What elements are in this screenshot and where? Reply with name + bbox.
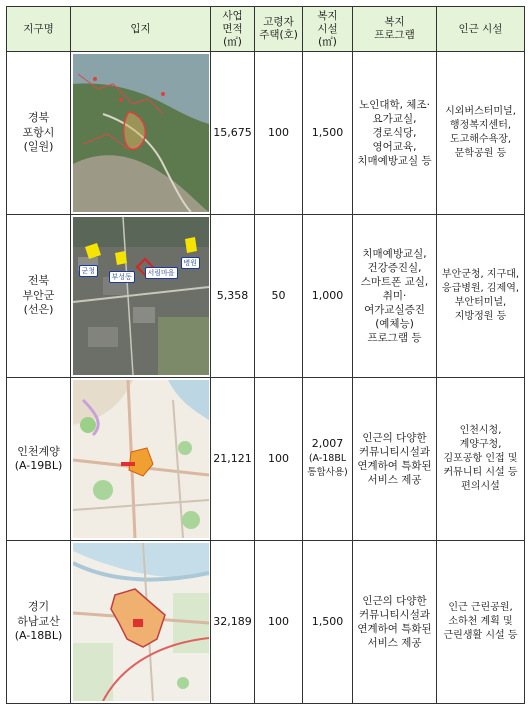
- street-map-image: [73, 543, 209, 701]
- district-cell: 전북 부안군 (선은): [7, 215, 71, 378]
- facility-cell: [303, 541, 353, 704]
- district-cell: 경기 하남교산 (A-18BL): [7, 541, 71, 704]
- nearby-cell: 부안군청, 지구대, 응급병원, 김제역, 부안터미널, 지방정원 등: [437, 215, 525, 378]
- table-row: [7, 541, 525, 704]
- header-district: 지구명: [7, 7, 71, 52]
- program-cell: 인근의 다양한 커뮤니티시설과 연계하여 특화된 서비스 제공: [353, 541, 437, 704]
- satellite-map-image: [73, 54, 209, 212]
- facility-value: 1,000: [311, 288, 344, 302]
- facility-cell: [303, 52, 353, 215]
- map-label-county-office: 군청: [79, 265, 99, 277]
- map-label-buseong: 부성동: [109, 271, 135, 283]
- table-row: [7, 215, 525, 378]
- area-cell: 5,358: [211, 215, 255, 378]
- facility-note: (A-18BL 통합사용): [307, 452, 348, 479]
- nearby-cell: 시외버스터미널, 행정복지센터, 도고해수욕장, 문학공원 등: [437, 52, 525, 215]
- facility-value: 2,007: [311, 437, 344, 451]
- area-cell: 15,675: [211, 52, 255, 215]
- nearby-cell: 인근 근린공원, 소하천 계획 및 근린생활 시설 등: [437, 541, 525, 704]
- header-location: 입지: [71, 7, 211, 52]
- housing-table: [6, 6, 525, 704]
- header-units: 고령자 주택(호): [255, 7, 303, 52]
- location-map-cell: [71, 378, 211, 541]
- location-map-cell: [71, 52, 211, 215]
- facility-value: 1,500: [311, 614, 344, 628]
- program-cell: 치매예방교실, 건강증진실, 스마트폰 교실, 취미·여가교실증진(예체능) 프로그램 등: [353, 215, 437, 378]
- area-cell: 21,121: [211, 378, 255, 541]
- table-row: [7, 378, 525, 541]
- header-area: 사업 면적 (㎡): [211, 7, 255, 52]
- units-cell: 100: [255, 52, 303, 215]
- units-cell: 100: [255, 541, 303, 704]
- facility-cell: [303, 215, 353, 378]
- program-cell: 인근의 다양한 커뮤니티시설과 연계하여 특화된 서비스 제공: [353, 378, 437, 541]
- map-label-seorim: 서림마을: [145, 267, 178, 279]
- area-cell: 32,189: [211, 541, 255, 704]
- district-cell: 경북 포항시 (일원): [7, 52, 71, 215]
- street-map-image: [73, 380, 209, 538]
- header-nearby: 인근 시설: [437, 7, 525, 52]
- header-facility: 복지 시설 (㎡): [303, 7, 353, 52]
- nearby-cell: 인천시청, 계양구청, 김포공항 인접 및 커뮤니티 시설 등 편의시설: [437, 378, 525, 541]
- units-cell: 100: [255, 378, 303, 541]
- table-row: [7, 52, 525, 215]
- location-map-cell: [71, 541, 211, 704]
- facility-cell: [303, 378, 353, 541]
- location-map-cell: [71, 215, 211, 378]
- aerial-map-image: [73, 217, 209, 375]
- program-cell: 노인대학, 체조·요가교실, 경로식당, 영어교육, 치매예방교실 등: [353, 52, 437, 215]
- units-cell: 50: [255, 215, 303, 378]
- map-label-hospital: 병원: [181, 257, 201, 269]
- facility-value: 1,500: [311, 125, 344, 139]
- district-cell: 인천계양 (A-19BL): [7, 378, 71, 541]
- header-row: [7, 7, 525, 52]
- header-program: 복지 프로그램: [353, 7, 437, 52]
